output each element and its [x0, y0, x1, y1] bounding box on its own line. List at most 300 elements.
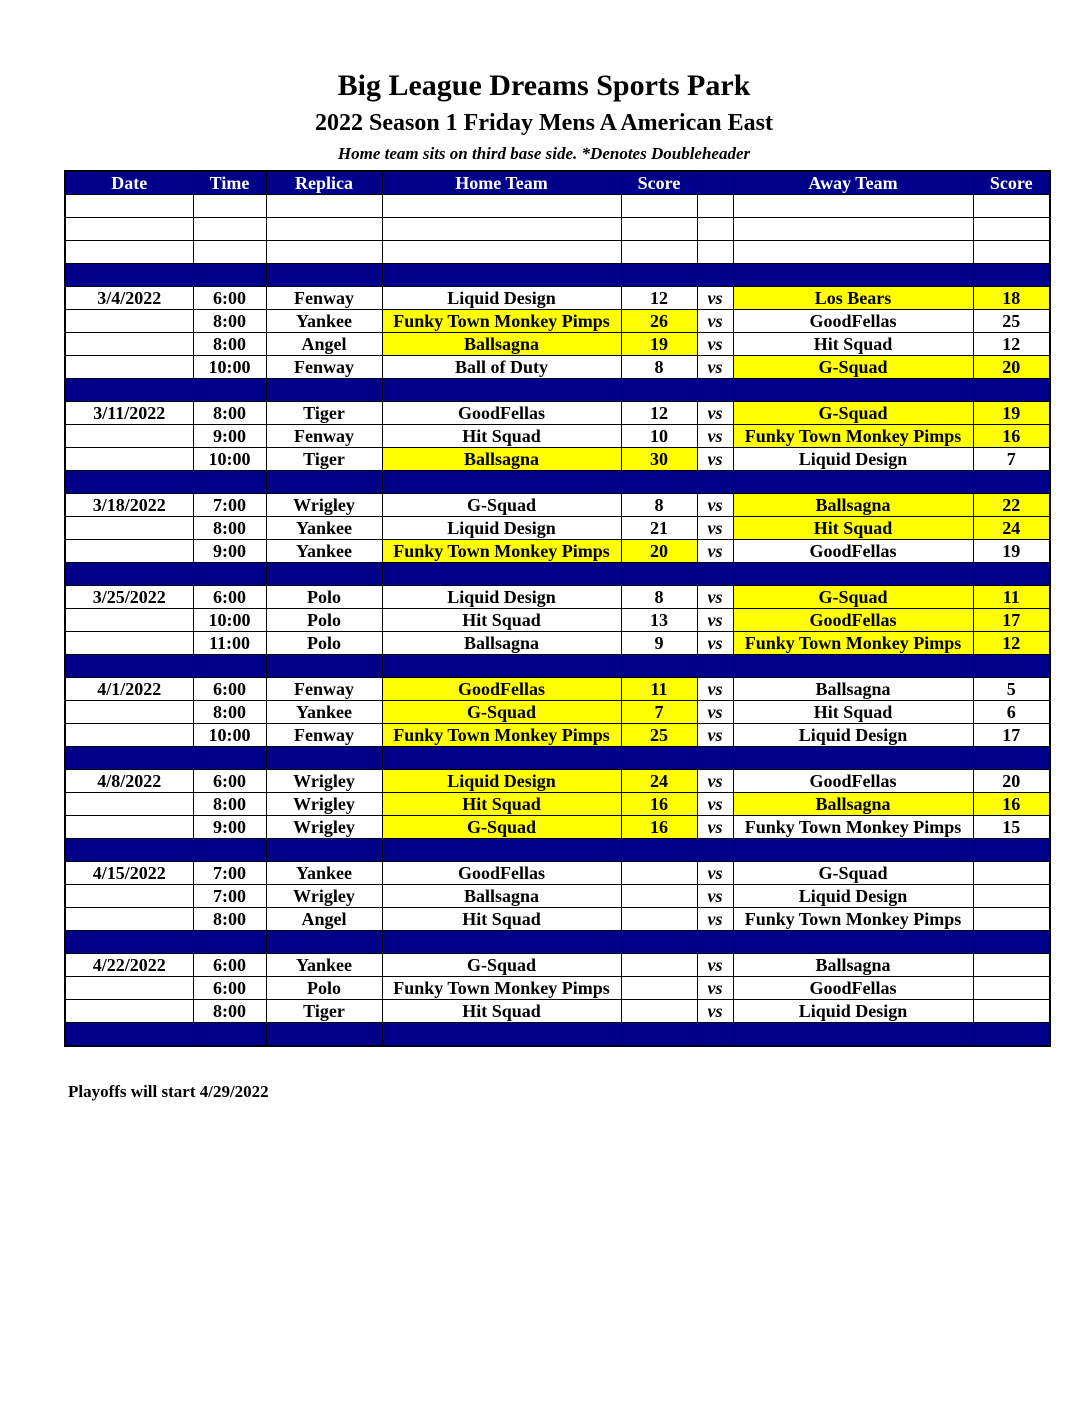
separator-cell — [733, 471, 973, 494]
replica-cell: Angel — [266, 333, 382, 356]
replica-cell: Yankee — [266, 517, 382, 540]
replica-cell: Wrigley — [266, 885, 382, 908]
home-score-cell: 16 — [621, 816, 697, 839]
home-team-cell: GoodFellas — [382, 862, 621, 885]
away-score-cell — [973, 908, 1050, 931]
table-row — [65, 540, 1050, 563]
table-row — [65, 632, 1050, 655]
date-cell — [65, 793, 193, 816]
separator-cell — [621, 1023, 697, 1047]
replica-cell: Tiger — [266, 402, 382, 425]
vs-cell: vs — [697, 540, 733, 563]
replica-cell: Wrigley — [266, 793, 382, 816]
col-header-away-team: Away Team — [733, 171, 973, 195]
date-cell — [65, 448, 193, 471]
home-score-cell: 24 — [621, 770, 697, 793]
home-score-cell: 12 — [621, 287, 697, 310]
separator-cell — [697, 264, 733, 287]
away-team-cell: Funky Town Monkey Pimps — [733, 632, 973, 655]
date-cell: 4/15/2022 — [65, 862, 193, 885]
home-team-cell: Hit Squad — [382, 609, 621, 632]
vs-cell: vs — [697, 402, 733, 425]
date-cell — [65, 701, 193, 724]
home-team-cell: Hit Squad — [382, 425, 621, 448]
separator-row — [65, 264, 1050, 287]
home-score-cell: 21 — [621, 517, 697, 540]
home-team-cell: Ball of Duty — [382, 356, 621, 379]
home-team-cell: Liquid Design — [382, 517, 621, 540]
home-team-cell: G-Squad — [382, 816, 621, 839]
away-team-cell: GoodFellas — [733, 977, 973, 1000]
home-team-cell: Ballsagna — [382, 885, 621, 908]
table-row — [65, 402, 1050, 425]
blank-cell — [193, 218, 266, 241]
blank-row — [65, 218, 1050, 241]
table-row — [65, 793, 1050, 816]
separator-cell — [65, 655, 193, 678]
replica-cell: Tiger — [266, 1000, 382, 1023]
home-team-cell: Ballsagna — [382, 632, 621, 655]
home-team-cell: Hit Squad — [382, 1000, 621, 1023]
table-row — [65, 977, 1050, 1000]
replica-cell: Angel — [266, 908, 382, 931]
time-cell: 8:00 — [193, 793, 266, 816]
separator-cell — [382, 264, 621, 287]
away-score-cell: 16 — [973, 425, 1050, 448]
time-cell: 8:00 — [193, 1000, 266, 1023]
blank-cell — [65, 195, 193, 218]
separator-cell — [193, 747, 266, 770]
blank-cell — [193, 195, 266, 218]
separator-cell — [621, 839, 697, 862]
table-row — [65, 517, 1050, 540]
table-row — [65, 609, 1050, 632]
away-team-cell: Hit Squad — [733, 333, 973, 356]
time-cell: 6:00 — [193, 678, 266, 701]
vs-cell: vs — [697, 517, 733, 540]
table-row — [65, 356, 1050, 379]
blank-cell — [733, 218, 973, 241]
col-header-date: Date — [65, 171, 193, 195]
home-score-cell: 9 — [621, 632, 697, 655]
blank-cell — [266, 241, 382, 264]
table-row — [65, 678, 1050, 701]
vs-cell: vs — [697, 333, 733, 356]
vs-cell: vs — [697, 954, 733, 977]
blank-cell — [697, 218, 733, 241]
date-cell — [65, 425, 193, 448]
separator-row — [65, 1023, 1050, 1047]
separator-cell — [65, 839, 193, 862]
separator-cell — [973, 379, 1050, 402]
away-score-cell: 12 — [973, 632, 1050, 655]
separator-cell — [697, 931, 733, 954]
col-header-home-team: Home Team — [382, 171, 621, 195]
away-score-cell: 22 — [973, 494, 1050, 517]
separator-cell — [382, 931, 621, 954]
date-cell — [65, 977, 193, 1000]
separator-cell — [733, 563, 973, 586]
blank-cell — [621, 218, 697, 241]
away-score-cell: 20 — [973, 770, 1050, 793]
date-cell: 4/1/2022 — [65, 678, 193, 701]
date-cell — [65, 609, 193, 632]
footer-note: Playoffs will start 4/29/2022 — [68, 1082, 269, 1101]
home-score-cell: 20 — [621, 540, 697, 563]
blank-cell — [382, 218, 621, 241]
blank-cell — [621, 241, 697, 264]
home-score-cell: 26 — [621, 310, 697, 333]
home-score-cell — [621, 1000, 697, 1023]
separator-cell — [193, 379, 266, 402]
separator-cell — [266, 471, 382, 494]
separator-cell — [973, 747, 1050, 770]
home-score-cell: 7 — [621, 701, 697, 724]
away-score-cell: 7 — [973, 448, 1050, 471]
separator-cell — [973, 931, 1050, 954]
table-row — [65, 1000, 1050, 1023]
home-team-cell: G-Squad — [382, 954, 621, 977]
separator-cell — [733, 379, 973, 402]
separator-cell — [266, 1023, 382, 1047]
replica-cell: Fenway — [266, 425, 382, 448]
vs-cell: vs — [697, 287, 733, 310]
replica-cell: Wrigley — [266, 494, 382, 517]
table-row — [65, 425, 1050, 448]
home-score-cell: 11 — [621, 678, 697, 701]
separator-cell — [697, 655, 733, 678]
blank-row — [65, 195, 1050, 218]
date-cell — [65, 816, 193, 839]
separator-cell — [621, 747, 697, 770]
separator-cell — [697, 471, 733, 494]
date-cell — [65, 540, 193, 563]
separator-cell — [733, 264, 973, 287]
separator-cell — [697, 379, 733, 402]
replica-cell: Yankee — [266, 540, 382, 563]
table-row — [65, 724, 1050, 747]
home-team-cell: Hit Squad — [382, 908, 621, 931]
home-team-cell: Ballsagna — [382, 333, 621, 356]
home-team-cell: Hit Squad — [382, 793, 621, 816]
vs-cell: vs — [697, 632, 733, 655]
blank-cell — [697, 195, 733, 218]
away-team-cell: GoodFellas — [733, 770, 973, 793]
separator-cell — [697, 839, 733, 862]
away-score-cell: 18 — [973, 287, 1050, 310]
date-cell: 3/4/2022 — [65, 287, 193, 310]
separator-cell — [733, 747, 973, 770]
blank-cell — [697, 241, 733, 264]
separator-cell — [733, 839, 973, 862]
date-cell — [65, 885, 193, 908]
separator-cell — [65, 264, 193, 287]
vs-cell: vs — [697, 793, 733, 816]
vs-cell: vs — [697, 425, 733, 448]
away-team-cell: G-Squad — [733, 586, 973, 609]
replica-cell: Yankee — [266, 862, 382, 885]
replica-cell: Fenway — [266, 678, 382, 701]
home-team-cell: GoodFellas — [382, 402, 621, 425]
table-row — [65, 287, 1050, 310]
separator-cell — [621, 655, 697, 678]
blank-cell — [65, 241, 193, 264]
time-cell: 8:00 — [193, 333, 266, 356]
replica-cell: Polo — [266, 632, 382, 655]
separator-cell — [382, 1023, 621, 1047]
separator-cell — [973, 1023, 1050, 1047]
date-cell: 4/22/2022 — [65, 954, 193, 977]
replica-cell: Polo — [266, 609, 382, 632]
replica-cell: Polo — [266, 977, 382, 1000]
date-cell — [65, 632, 193, 655]
separator-cell — [733, 1023, 973, 1047]
time-cell: 8:00 — [193, 517, 266, 540]
away-team-cell: Ballsagna — [733, 954, 973, 977]
vs-cell: vs — [697, 609, 733, 632]
separator-row — [65, 839, 1050, 862]
away-team-cell: Funky Town Monkey Pimps — [733, 908, 973, 931]
blank-cell — [382, 241, 621, 264]
away-team-cell: G-Squad — [733, 862, 973, 885]
table-row — [65, 770, 1050, 793]
replica-cell: Wrigley — [266, 816, 382, 839]
time-cell: 6:00 — [193, 954, 266, 977]
page-subtitle: 2022 Season 1 Friday Mens A American East — [314, 110, 773, 136]
separator-cell — [697, 747, 733, 770]
home-score-cell — [621, 977, 697, 1000]
table-row — [65, 862, 1050, 885]
vs-cell: vs — [697, 494, 733, 517]
separator-row — [65, 563, 1050, 586]
separator-cell — [973, 563, 1050, 586]
away-team-cell: GoodFellas — [733, 540, 973, 563]
date-cell: 3/25/2022 — [65, 586, 193, 609]
table-row — [65, 448, 1050, 471]
time-cell: 6:00 — [193, 287, 266, 310]
home-team-cell: Funky Town Monkey Pimps — [382, 977, 621, 1000]
separator-cell — [382, 379, 621, 402]
date-cell: 3/18/2022 — [65, 494, 193, 517]
separator-cell — [697, 1023, 733, 1047]
date-cell: 3/11/2022 — [65, 402, 193, 425]
away-team-cell: Los Bears — [733, 287, 973, 310]
home-team-cell: Ballsagna — [382, 448, 621, 471]
col-header-time: Time — [193, 171, 266, 195]
blank-cell — [382, 195, 621, 218]
vs-cell: vs — [697, 724, 733, 747]
home-team-cell: Liquid Design — [382, 287, 621, 310]
time-cell: 10:00 — [193, 609, 266, 632]
separator-cell — [65, 747, 193, 770]
away-team-cell: Hit Squad — [733, 517, 973, 540]
table-row — [65, 885, 1050, 908]
separator-cell — [382, 655, 621, 678]
table-row — [65, 586, 1050, 609]
away-score-cell: 12 — [973, 333, 1050, 356]
away-score-cell — [973, 1000, 1050, 1023]
vs-cell: vs — [697, 977, 733, 1000]
separator-cell — [193, 264, 266, 287]
separator-cell — [973, 839, 1050, 862]
blank-cell — [621, 195, 697, 218]
home-score-cell: 13 — [621, 609, 697, 632]
blank-cell — [733, 241, 973, 264]
replica-cell: Yankee — [266, 310, 382, 333]
separator-cell — [733, 931, 973, 954]
separator-cell — [266, 747, 382, 770]
replica-cell: Fenway — [266, 724, 382, 747]
home-score-cell: 8 — [621, 494, 697, 517]
blank-cell — [973, 241, 1050, 264]
separator-cell — [193, 839, 266, 862]
table-row — [65, 310, 1050, 333]
separator-cell — [193, 655, 266, 678]
replica-cell: Polo — [266, 586, 382, 609]
away-score-cell: 6 — [973, 701, 1050, 724]
away-score-cell: 15 — [973, 816, 1050, 839]
blank-cell — [65, 218, 193, 241]
separator-cell — [266, 931, 382, 954]
away-score-cell: 25 — [973, 310, 1050, 333]
home-score-cell — [621, 908, 697, 931]
time-cell: 10:00 — [193, 356, 266, 379]
home-score-cell: 19 — [621, 333, 697, 356]
table-row — [65, 954, 1050, 977]
table-row — [65, 701, 1050, 724]
page-title: Big League Dreams Sports Park — [337, 69, 751, 102]
replica-cell: Fenway — [266, 287, 382, 310]
date-cell — [65, 333, 193, 356]
table-row — [65, 816, 1050, 839]
vs-cell: vs — [697, 862, 733, 885]
date-cell — [65, 356, 193, 379]
time-cell: 8:00 — [193, 310, 266, 333]
separator-cell — [621, 264, 697, 287]
separator-cell — [382, 839, 621, 862]
schedule-body — [65, 195, 1050, 1047]
replica-cell: Yankee — [266, 701, 382, 724]
replica-cell: Wrigley — [266, 770, 382, 793]
vs-cell: vs — [697, 908, 733, 931]
blank-cell — [973, 195, 1050, 218]
separator-cell — [266, 839, 382, 862]
away-score-cell: 11 — [973, 586, 1050, 609]
date-cell — [65, 517, 193, 540]
vs-cell: vs — [697, 770, 733, 793]
separator-row — [65, 747, 1050, 770]
away-team-cell: Ballsagna — [733, 678, 973, 701]
separator-cell — [973, 655, 1050, 678]
time-cell: 9:00 — [193, 816, 266, 839]
away-score-cell: 16 — [973, 793, 1050, 816]
home-team-cell: Liquid Design — [382, 770, 621, 793]
schedule-table — [64, 170, 1051, 1047]
table-row — [65, 333, 1050, 356]
replica-cell: Fenway — [266, 356, 382, 379]
time-cell: 6:00 — [193, 977, 266, 1000]
vs-cell: vs — [697, 678, 733, 701]
home-score-cell: 12 — [621, 402, 697, 425]
home-team-cell: G-Squad — [382, 494, 621, 517]
separator-cell — [65, 931, 193, 954]
blank-cell — [973, 218, 1050, 241]
separator-cell — [621, 471, 697, 494]
separator-cell — [193, 931, 266, 954]
home-score-cell — [621, 954, 697, 977]
vs-cell: vs — [697, 885, 733, 908]
separator-cell — [266, 264, 382, 287]
home-score-cell: 10 — [621, 425, 697, 448]
time-cell: 11:00 — [193, 632, 266, 655]
separator-cell — [973, 264, 1050, 287]
away-team-cell: Funky Town Monkey Pimps — [733, 425, 973, 448]
separator-cell — [621, 563, 697, 586]
time-cell: 8:00 — [193, 701, 266, 724]
away-team-cell: G-Squad — [733, 402, 973, 425]
home-score-cell: 30 — [621, 448, 697, 471]
separator-row — [65, 379, 1050, 402]
separator-cell — [621, 379, 697, 402]
separator-cell — [382, 747, 621, 770]
time-cell: 7:00 — [193, 862, 266, 885]
away-score-cell: 19 — [973, 540, 1050, 563]
date-cell — [65, 1000, 193, 1023]
time-cell: 8:00 — [193, 402, 266, 425]
away-team-cell: Liquid Design — [733, 724, 973, 747]
separator-cell — [733, 655, 973, 678]
separator-cell — [65, 563, 193, 586]
date-cell — [65, 724, 193, 747]
home-score-cell — [621, 862, 697, 885]
blank-cell — [266, 195, 382, 218]
away-score-cell: 5 — [973, 678, 1050, 701]
date-cell — [65, 908, 193, 931]
separator-cell — [266, 655, 382, 678]
vs-cell: vs — [697, 448, 733, 471]
away-team-cell: G-Squad — [733, 356, 973, 379]
away-team-cell: Hit Squad — [733, 701, 973, 724]
home-score-cell: 8 — [621, 586, 697, 609]
replica-cell: Tiger — [266, 448, 382, 471]
separator-row — [65, 655, 1050, 678]
blank-cell — [266, 218, 382, 241]
time-cell: 9:00 — [193, 540, 266, 563]
away-team-cell: GoodFellas — [733, 609, 973, 632]
away-score-cell: 19 — [973, 402, 1050, 425]
separator-cell — [193, 471, 266, 494]
separator-cell — [621, 931, 697, 954]
away-score-cell: 24 — [973, 517, 1050, 540]
separator-cell — [266, 379, 382, 402]
schedule-note: Home team sits on third base side. *Denotes Doubleheader — [337, 144, 751, 163]
time-cell: 6:00 — [193, 586, 266, 609]
vs-cell: vs — [697, 356, 733, 379]
date-cell — [65, 310, 193, 333]
vs-cell: vs — [697, 816, 733, 839]
time-cell: 7:00 — [193, 885, 266, 908]
home-team-cell: GoodFellas — [382, 678, 621, 701]
away-team-cell: Liquid Design — [733, 1000, 973, 1023]
home-team-cell: Liquid Design — [382, 586, 621, 609]
date-cell: 4/8/2022 — [65, 770, 193, 793]
col-header-replica: Replica — [266, 171, 382, 195]
away-team-cell: Ballsagna — [733, 494, 973, 517]
blank-cell — [733, 195, 973, 218]
home-team-cell: Funky Town Monkey Pimps — [382, 310, 621, 333]
col-header-vs — [697, 171, 733, 195]
away-score-cell — [973, 885, 1050, 908]
